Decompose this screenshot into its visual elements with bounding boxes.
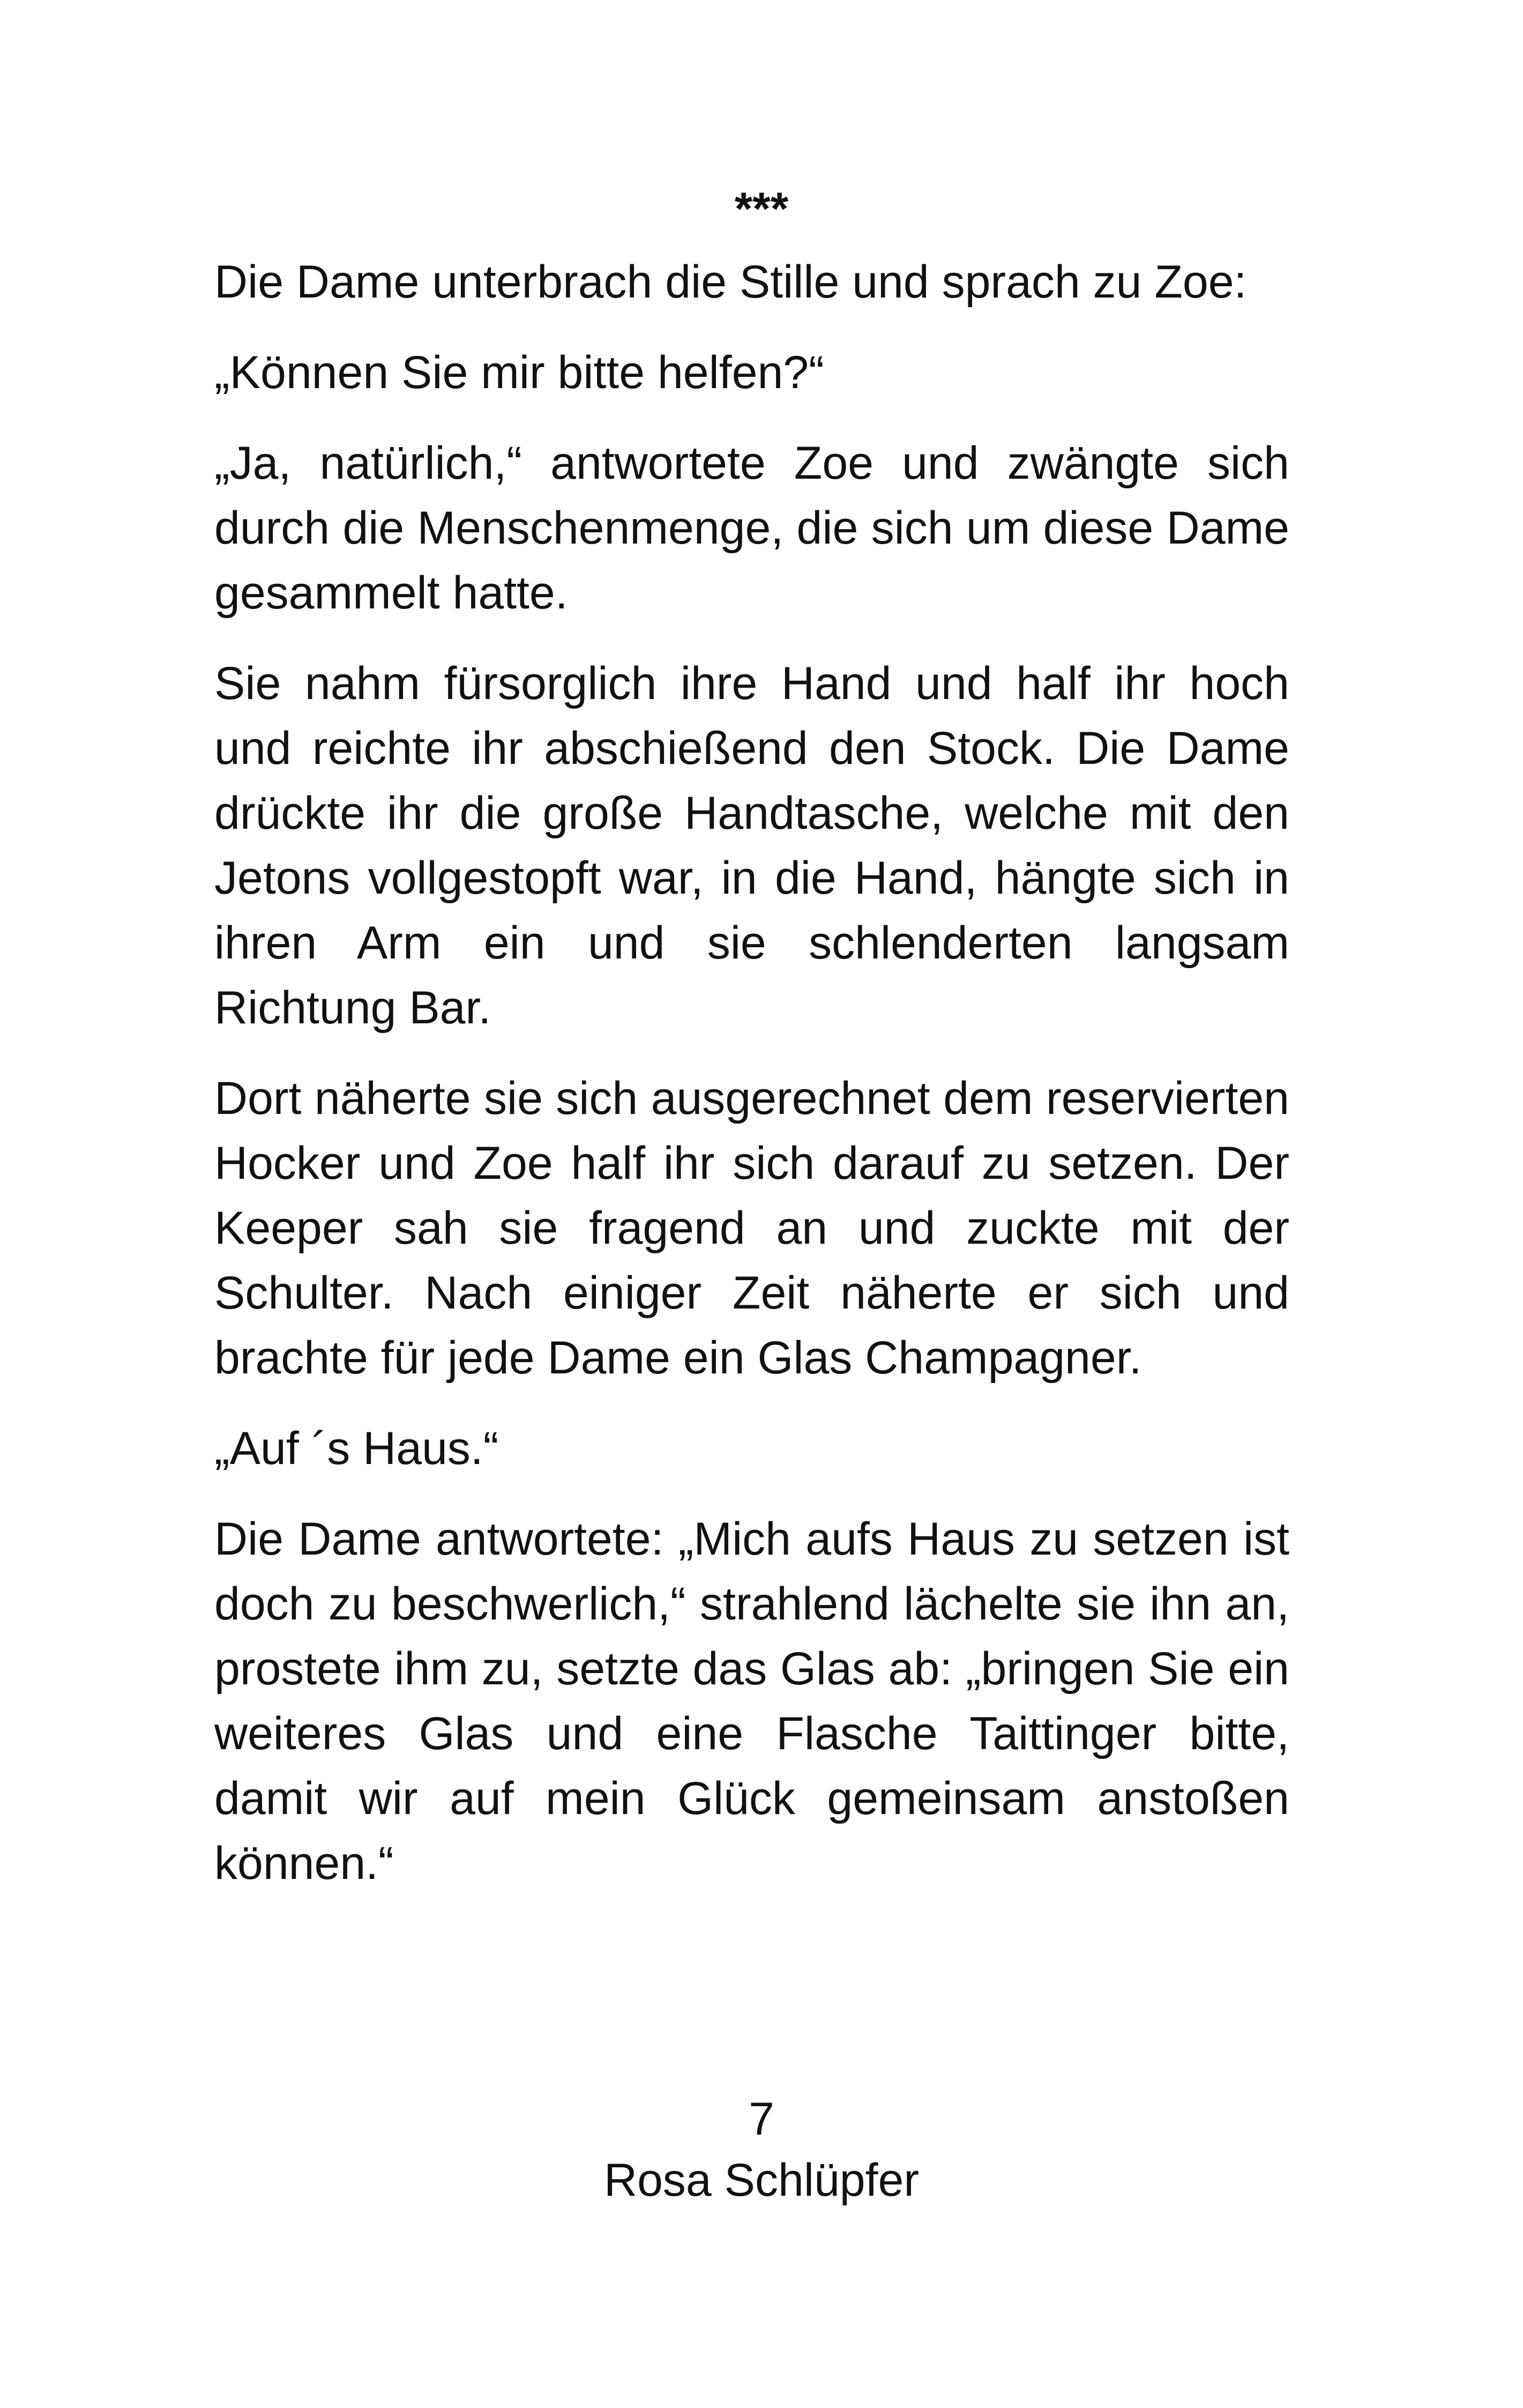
paragraph-3: „Ja, natürlich,“ antwortete Zoe und zwängte sich durch die Menschenmenge, die sich um diese Dame gesammelt hatte. (214, 437, 1289, 619)
section-separator: *** (734, 183, 789, 235)
paragraph-6: „Auf ´s Haus.“ (214, 1423, 499, 1474)
paragraph-4: Sie nahm fürsorglich ihre Hand und half ihr hoch und reichte ihr abschießend den Stock. Die Dame drückte ihr die große Handtasche, welche mit den Jetons vollgestopft war, in die Hand, hängte sich in ihren Arm ein und sie schlenderten langsam Richtung Bar. (214, 658, 1289, 1034)
paragraph-2: „Können Sie mir bitte helfen?“ (214, 347, 824, 398)
paragraph-1: Die Dame unterbrach die Stille und sprach zu Zoe: (214, 256, 1247, 308)
page-number: 7 (749, 2093, 774, 2145)
author-name: Rosa Schlüpfer (604, 2154, 919, 2206)
paragraph-5: Dort näherte sie sich ausgerechnet dem reservierten Hocker und Zoe half ihr sich darauf zu setzen. Der Keeper sah sie fragend an und zuckte mit der Schulter. Nach einiger Zeit näherte er sich und brachte für jede Dame ein Glas Champagner. (214, 1073, 1289, 1384)
body-text (214, 250, 1289, 1922)
paragraph-7: Die Dame antwortete: „Mich aufs Haus zu setzen ist doch zu beschwerlich,“ strahlend lächelte sie ihn an, prostete ihm zu, setzte das Glas ab: „bringen Sie ein weiteres Glas und eine Flasche Taittinger bitte, damit wir auf mein Glück gemeinsam anstoßen können.“ (214, 1513, 1289, 1889)
